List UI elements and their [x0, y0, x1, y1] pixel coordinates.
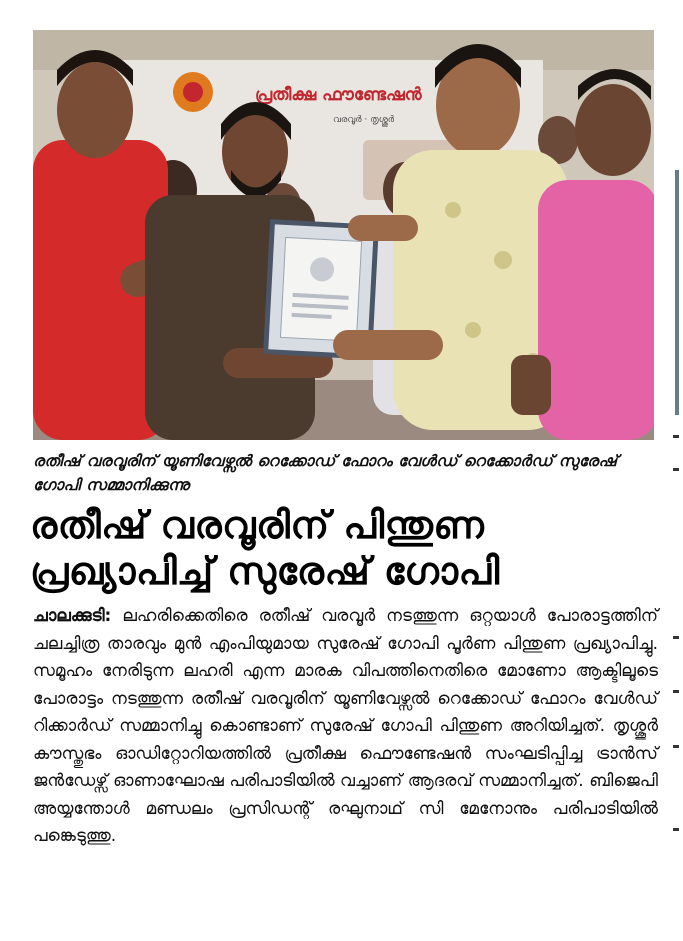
article-body-text: ലഹരിക്കെതിരെ രതീഷ് വരവൂർ നടത്തുന്ന ഒറ്റയാൾ പോരാട്ടത്തിന് ചലച്ചിത്ര താരവും മുൻ എംപിയുമായ സുരേഷ് ഗോപി പൂർണ പിന്തുണ പ്രഖ്യാപിച്ചു. സമൂഹം നേരിടുന്ന ലഹരി എന്ന മാരക വിപത്തിനെതിരെ മോണോ ആക്ടിലൂടെ പോരാട്ടം നടത്തുന്ന രതീഷ് വരവൂരിന് യൂണിവേഴ്സൽ റെക്കോഡ് ഫോറം വേൾഡ് റിക്കാർഡ് സമ്മാനിച്ചു കൊണ്ടാണ് സുരേഷ് ഗോപി പിന്തുണ അറിയിച്ചത്. തൃശ്ശൂർ കൗസ്തുഭം ഓഡിറ്റോറിയത്തിൽ പ്രതീക്ഷ ഫൌണ്ടേഷൻ സംഘടിപ്പിച്ച ട്രാൻസ് ജൻഡേഴ്സ് ഓണാഘോഷ പരിപാടിയിൽ വച്ചാണ് ആദരവ് സമ്മാനിച്ചത്. ബിജെപി അയ്യന്തോൾ മണ്ഡലം പ്രസിഡന്റ് രഘുനാഥ് സി മേനോനും പരിപാടിയിൽ പങ്കെടുത്തു.	[33, 606, 658, 846]
article-dateline: ചാലക്കുടി:	[33, 606, 112, 626]
news-photo	[33, 30, 654, 440]
banner-text: പ്രതീക്ഷ ഫൗണ്ടേഷൻ	[255, 85, 422, 105]
man-pink-face	[575, 84, 651, 176]
award-ceremony-photo	[33, 30, 654, 440]
adjacent-column-edge	[669, 0, 683, 941]
article-headline: രതീഷ് വരവൂരിന് പിന്തുണ പ്രഖ്യാപിച്ച് സുരേഷ് ഗോപി	[30, 503, 500, 593]
man-pink-shirt	[538, 180, 654, 440]
banner-subtext: വരവൂർ · തൃശ്ശൂർ	[333, 115, 395, 125]
adjacent-image-sliver	[675, 170, 679, 415]
photo-caption: രതീഷ് വരവൂരിന് യൂണിവേഴ്സൽ റെക്കോഡ് ഫോറം വേൾഡ് റെക്കോർഡ് സുരേഷ് ഗോപി സമ്മാനിക്കുന്നു	[33, 452, 618, 494]
article-body	[33, 603, 658, 851]
